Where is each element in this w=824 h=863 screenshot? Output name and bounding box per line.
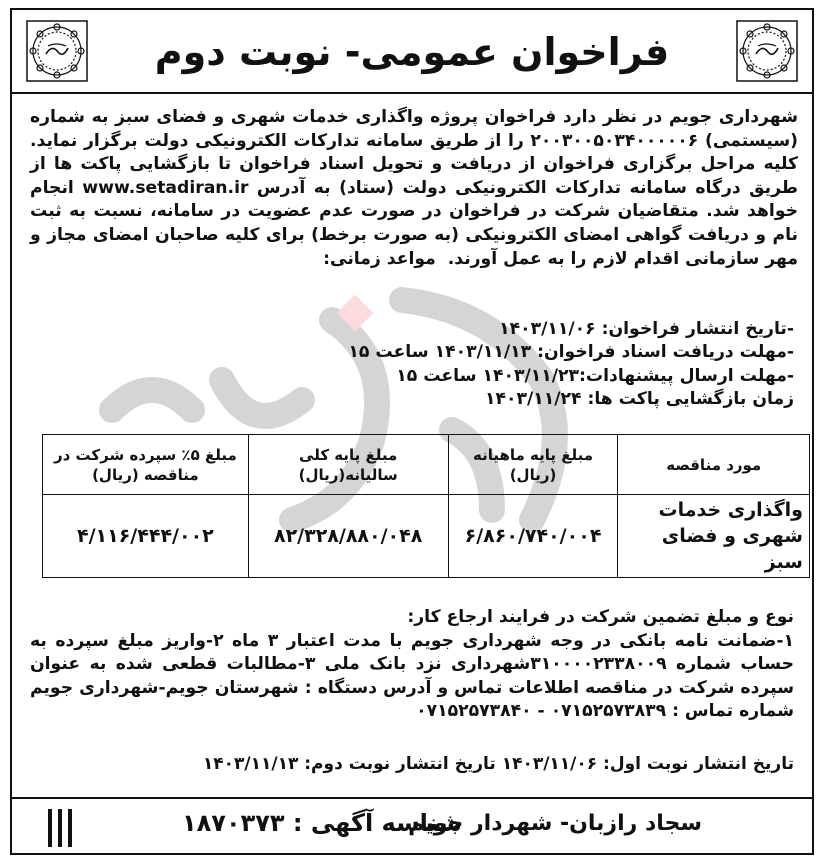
barcode-icon <box>48 809 78 847</box>
mayor-signature: سجاد رازبان- شهردار جویم <box>408 811 702 836</box>
ad-header <box>12 10 812 94</box>
system-number: ۲۰۰۳۰۰۵۰۳۴۰۰۰۰۰۶ <box>530 130 699 151</box>
schedule-item: -تاریخ انتشار فراخوان: ۱۴۰۳/۱۱/۰۶ <box>499 319 794 339</box>
schedule-item: زمان بازگشایی پاکت ها: ۱۴۰۳/۱۱/۲۴ <box>484 389 794 410</box>
publication-dates: تاریخ انتشار نوبت اول: ۱۴۰۳/۱۱/۰۶ تاریخ انتشار نوبت دوم: ۱۴۰۳/۱۱/۱۳ <box>202 754 794 774</box>
guarantee-title: نوع و مبلغ تضمین شرکت در فرایند ارجاع کار: <box>407 607 794 627</box>
tender-table <box>42 434 810 578</box>
page-title: فراخوان عمومی- نوبت دوم <box>154 30 670 74</box>
table-header: مورد مناقصه <box>618 435 810 495</box>
schedule-item: -مهلت دریافت اسناد فراخوان: ۱۴۰۳/۱۱/۱۳ ساعت ۱۵ <box>348 342 794 363</box>
ad-frame <box>10 8 814 855</box>
table-header: مبلغ پایه کلی سالیانه(ریال) <box>248 435 448 495</box>
deposit-amount: ۴/۱۱۶/۴۴۴/۰۰۲ <box>43 495 249 578</box>
annual-amount: ۸۲/۳۲۸/۸۸۰/۰۴۸ <box>248 495 448 578</box>
table-header: مبلغ پایه ماهیانه (ریال) <box>448 435 618 495</box>
table-header-row <box>43 435 810 495</box>
table-header: مبلغ ۵٪ سپرده شرکت در مناقصه (ریال) <box>43 435 249 495</box>
body-text-part: انجام خواهد شد. متقاضیان شرکت در فراخوان در صورت عدم عضویت در سامانه، نسبت به ثبت نام و دریافت گواهی امضای الکترونیکی (به صورت برخط) برای کلیه صاحبان امضای مجاز و مهر سازمانی اقدام لازم را به عمل آورند. <box>30 177 798 269</box>
guarantee-text: ۱-ضمانت نامه بانکی در وجه شهرداری جویم با مدت اعتبار ۳ ماه ۲-واریز مبلغ سپرده به حساب شماره ۳۱۰۰۰۰۲۳۳۸۰۰۹شهرداری نزد بانک ملی ۳-مطالبات قطعی شده به عنوان سپرده شرکت در مناقصه اطلاعات تماس و آدرس دستگاه : شهرستان جویم-شهرداری جویم شماره تماس : ۰۷۱۵۲۵۷۳۸۳۹ - ۰۷۱۵۲۵۷۳۸۴۰ <box>30 630 794 722</box>
municipality-seal-icon <box>736 20 798 82</box>
guarantee-section <box>30 606 794 724</box>
ad-id: شناسه آگهی : ۱۸۷۰۳۷۳ <box>182 809 463 837</box>
municipality-seal-icon <box>26 20 88 82</box>
schedule-list <box>348 318 794 412</box>
city-name: شهرداری جویم <box>668 107 798 127</box>
deadlines-label: مواعد زمانی: <box>323 248 436 269</box>
schedule-item: -مهلت ارسال پیشنهادات:۱۴۰۳/۱۱/۲۳ ساعت ۱۵ <box>396 365 794 386</box>
website-link[interactable]: www.setadiran.ir <box>82 177 249 198</box>
table-row <box>43 495 810 578</box>
body-text-part: در نظر دارد فراخوان پروژه واگذاری خدمات شهری و فضای سبز به شماره (سیستمی) <box>30 107 799 151</box>
body-text-part: را از طریق سامانه تدارکات الکترونیکی دولت برگزار نماید. کلیه مراحل برگزاری فراخوان از دریافت و تحویل اسناد فراخوان تا بازگشایی پاکت ها از طریق درگاه سامانه تدارکات الکترونیکی دولت (ستاد) به آدرس <box>30 130 798 198</box>
tender-subject: واگذاری خدمات شهری و فضای سبز <box>618 495 810 578</box>
ad-footer <box>12 797 812 853</box>
announcement-body <box>30 106 798 271</box>
monthly-amount: ۶/۸۶۰/۷۴۰/۰۰۴ <box>448 495 618 578</box>
